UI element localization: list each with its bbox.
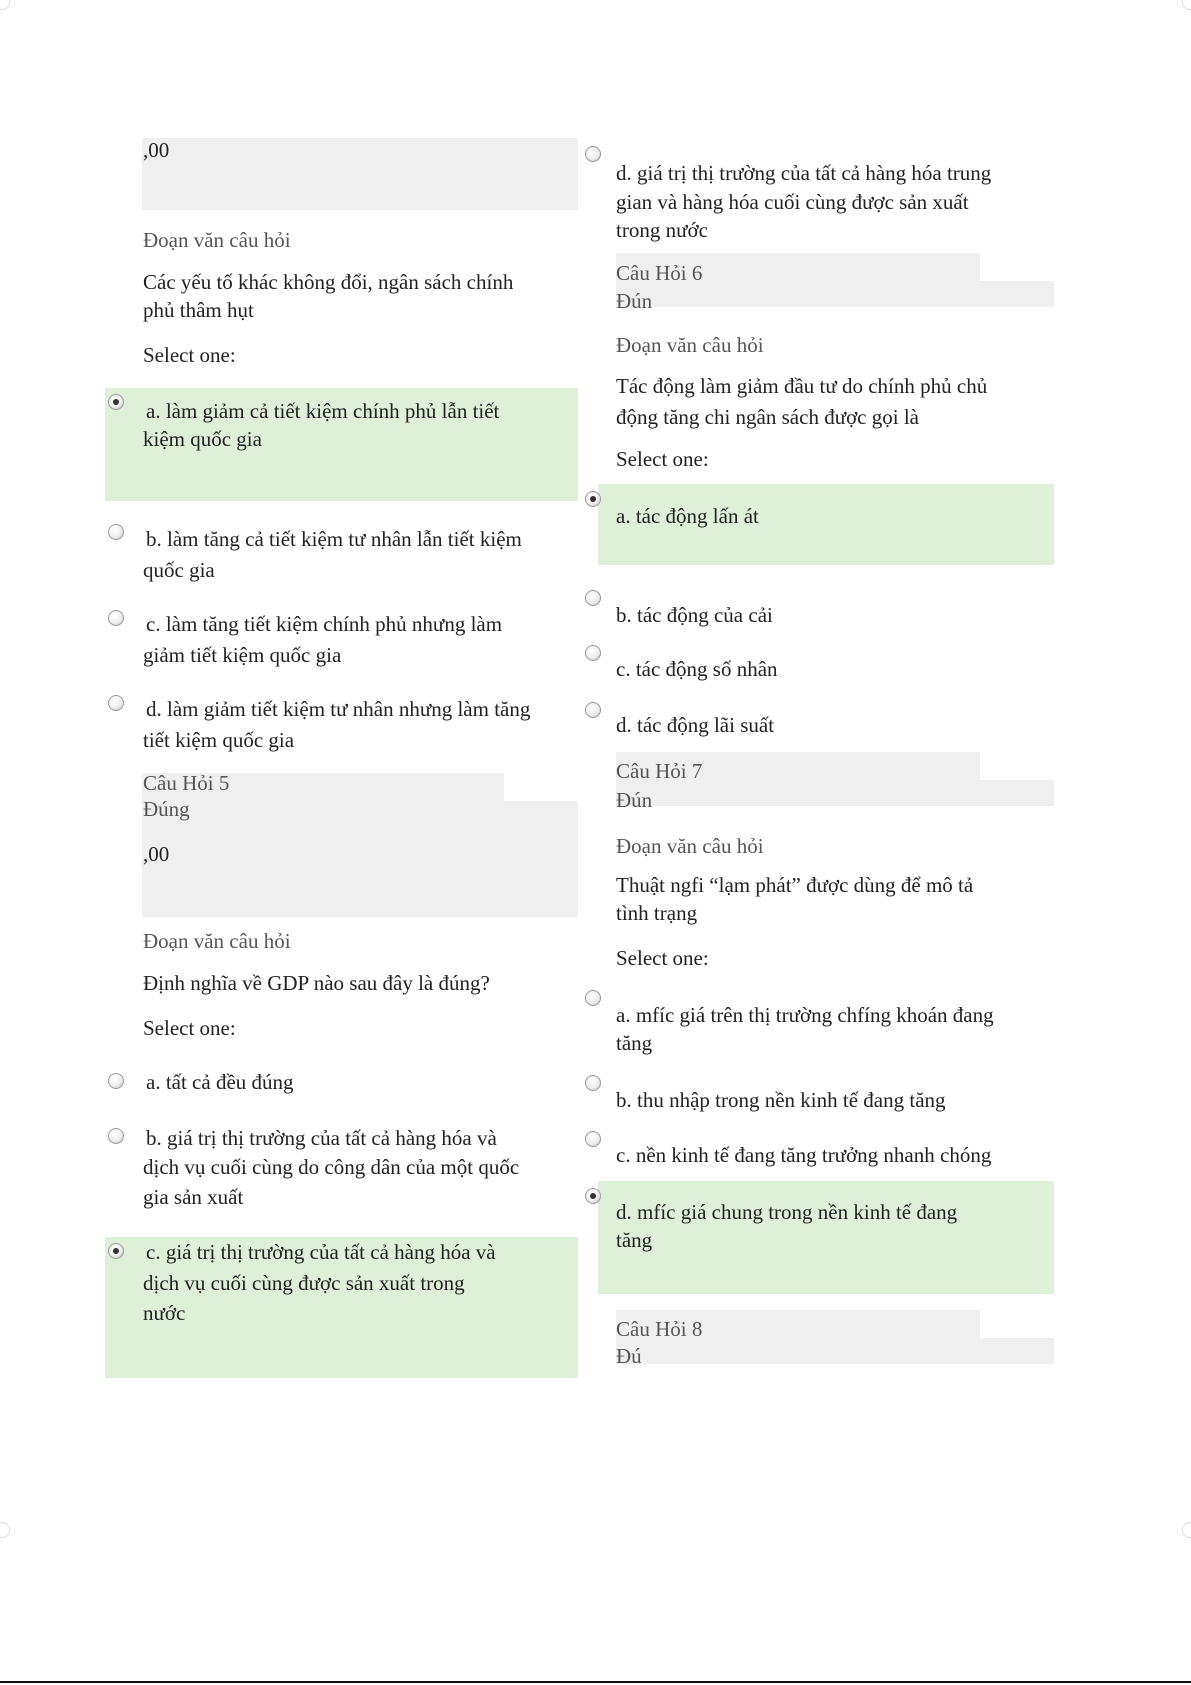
q5-option-c-line-3[interactable]: nước xyxy=(143,1301,186,1325)
q5-option-d-radio[interactable] xyxy=(585,146,601,162)
q7-question-line-1: Thuật ngfi “lạm phát” được dùng để mô tả xyxy=(616,873,974,897)
q6-option-c-label[interactable]: c. tác động số nhân xyxy=(616,657,778,681)
q7-option-c-radio[interactable] xyxy=(585,1131,601,1147)
q6-option-a-radio[interactable] xyxy=(585,491,601,507)
q7-option-d-line-2[interactable]: tăng xyxy=(616,1228,653,1252)
q4-option-b-line-2[interactable]: quốc gia xyxy=(143,558,215,582)
q4-option-c-line-1[interactable]: c. làm tăng tiết kiệm chính phủ nhưng làm xyxy=(146,612,503,636)
q7-option-b-label[interactable]: b. thu nhập trong nền kinh tế đang tăng xyxy=(616,1088,946,1112)
q4-score: ,00 xyxy=(143,138,170,162)
q6-question-line-2: động tăng chi ngân sách được gọi là xyxy=(616,405,919,429)
q5-option-b-line-2[interactable]: dịch vụ cuối cùng do công dân của một quốc xyxy=(143,1155,520,1179)
q5-option-b-line-3[interactable]: gia sản xuất xyxy=(143,1185,244,1209)
q5-option-c-line-2[interactable]: dịch vụ cuối cùng được sản xuất trong xyxy=(143,1271,465,1295)
bottom-edge-line xyxy=(0,1681,1191,1683)
q7-status: Đún xyxy=(616,788,653,812)
q5-score: ,00 xyxy=(143,842,170,866)
q7-option-b-radio[interactable] xyxy=(585,1075,601,1091)
q4-option-a-line-2[interactable]: kiệm quốc gia xyxy=(143,427,262,451)
q5-option-d-line-1[interactable]: d. giá trị thị trường của tất cả hàng hóa trung xyxy=(616,161,992,185)
q4-option-d-line-1[interactable]: d. làm giảm tiết kiệm tư nhân nhưng làm tăng xyxy=(146,697,531,721)
q6-status: Đún xyxy=(616,289,653,313)
q8-title: Câu Hỏi 8 xyxy=(616,1317,703,1341)
q5-option-c-line-1[interactable]: c. giá trị thị trường của tất cả hàng hóa và xyxy=(146,1240,496,1264)
q4-option-c-radio[interactable] xyxy=(108,610,124,626)
q7-select-one: Select one: xyxy=(616,946,709,970)
q4-question-line-1: Các yếu tố khác không đổi, ngân sách chính xyxy=(143,270,514,294)
q5-score-box xyxy=(142,801,578,917)
q6-option-a-label[interactable]: a. tác động lấn át xyxy=(616,504,759,528)
page-corner-mark xyxy=(1182,1522,1191,1538)
q4-option-a-radio[interactable] xyxy=(108,394,124,410)
q5-option-a-line-1[interactable]: a. tất cả đều đúng xyxy=(146,1070,294,1094)
q6-question-line-1: Tác động làm giảm đầu tư do chính phủ chủ xyxy=(616,374,988,398)
q4-question-line-2: phủ thâm hụt xyxy=(143,298,254,322)
page-corner-mark xyxy=(0,0,10,10)
q5-option-b-radio[interactable] xyxy=(108,1128,124,1144)
q7-question-line-2: tình trạng xyxy=(616,901,698,925)
q4-option-d-line-2[interactable]: tiết kiệm quốc gia xyxy=(143,728,295,752)
q7-option-a-line-2[interactable]: tăng xyxy=(616,1031,653,1055)
q5-option-b-line-1[interactable]: b. giá trị thị trường của tất cả hàng hóa và xyxy=(146,1126,497,1150)
q5-status: Đúng xyxy=(143,797,190,821)
q4-score-box xyxy=(142,138,578,210)
q5-option-c-radio[interactable] xyxy=(108,1243,124,1259)
q7-text-label: Đoạn văn câu hỏi xyxy=(616,834,764,858)
q7-option-a-radio[interactable] xyxy=(585,990,601,1006)
page-corner-mark xyxy=(1182,0,1191,10)
q6-option-c-radio[interactable] xyxy=(585,645,601,661)
q4-option-b-line-1[interactable]: b. làm tăng cả tiết kiệm tư nhân lẫn tiết kiệm xyxy=(146,527,522,551)
q4-select-one: Select one: xyxy=(143,343,236,367)
q6-select-one: Select one: xyxy=(616,447,709,471)
q5-option-d-line-2[interactable]: gian và hàng hóa cuối cùng được sản xuất xyxy=(616,190,969,214)
q7-title: Câu Hỏi 7 xyxy=(616,759,703,783)
q5-question: Định nghĩa về GDP nào sau đây là đúng? xyxy=(143,971,490,995)
q4-option-a-line-1[interactable]: a. làm giảm cả tiết kiệm chính phủ lẫn tiết xyxy=(146,399,500,423)
q7-option-c-label[interactable]: c. nền kinh tế đang tăng trưởng nhanh chóng xyxy=(616,1143,992,1167)
q4-option-b-radio[interactable] xyxy=(108,524,124,540)
q6-option-b-label[interactable]: b. tác động của cải xyxy=(616,603,773,627)
q7-option-d-line-1[interactable]: d. mfíc giá chung trong nền kinh tế đang xyxy=(616,1200,958,1224)
q5-select-one: Select one: xyxy=(143,1016,236,1040)
q6-text-label: Đoạn văn câu hỏi xyxy=(616,333,764,357)
q8-status: Đú xyxy=(616,1344,642,1368)
q4-text-label: Đoạn văn câu hỏi xyxy=(143,228,291,252)
q7-option-d-radio[interactable] xyxy=(585,1188,601,1204)
q6-option-b-radio[interactable] xyxy=(585,590,601,606)
page-corner-mark xyxy=(0,1522,10,1538)
q7-option-a-line-1[interactable]: a. mfíc giá trên thị trường chfíng khoán đang xyxy=(616,1003,994,1027)
q5-text-label: Đoạn văn câu hỏi xyxy=(143,929,291,953)
q6-option-d-radio[interactable] xyxy=(585,702,601,718)
q4-option-c-line-2[interactable]: giảm tiết kiệm quốc gia xyxy=(143,643,342,667)
q6-option-d-label[interactable]: d. tác động lãi suất xyxy=(616,713,775,737)
q5-title: Câu Hỏi 5 xyxy=(143,771,230,795)
q4-option-d-radio[interactable] xyxy=(108,695,124,711)
q5-option-a-radio[interactable] xyxy=(108,1073,124,1089)
q5-option-d-line-3[interactable]: trong nước xyxy=(616,218,708,242)
q6-title: Câu Hỏi 6 xyxy=(616,261,703,285)
